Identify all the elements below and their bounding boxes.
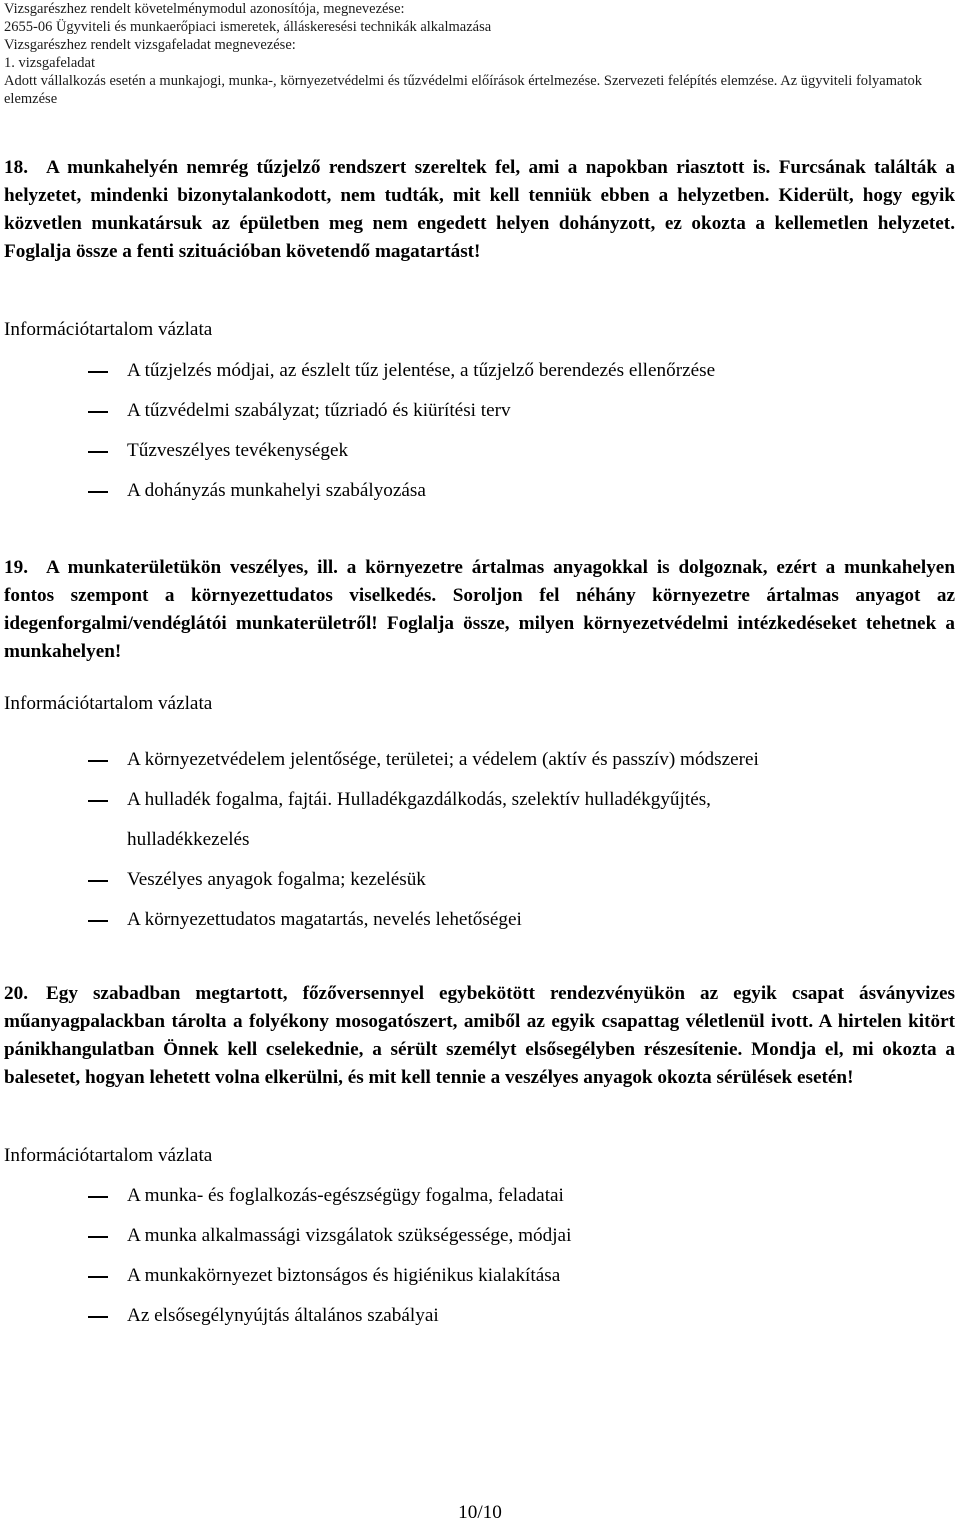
header-task-number: 1. vizsgafeladat — [4, 55, 95, 71]
list-item: A tűzjelzés módjai, az észlelt tűz jelentése, a tűzjelző berendezés ellenőrzése — [88, 351, 948, 391]
outline-title: Információtartalom vázlata — [4, 319, 213, 340]
question-number: 19. — [4, 557, 28, 578]
header-task-label: Vizsgarészhez rendelt vizsgafeladat megnevezése: — [4, 37, 296, 53]
list-item: Veszélyes anyagok fogalma; kezelésük — [88, 860, 948, 900]
header-module-name: 2655-06 Ügyviteli és munkaerőpiaci ismeretek, álláskeresési technikák alkalmazása — [4, 19, 492, 35]
page-number: 10/10 — [458, 1502, 502, 1523]
question-text: Egy szabadban megtartott, főzőversennyel egybekötött rendezvényükön az egyik csapat ásványvizes műanyagpalackban tárolta a folyékony mosogatószert, amiből az egyik csapattag véletlenül ivott. A hirtelen kitört pánikhangulatban Önnek kell cselekednie, a sérült személyt elsősegélyben részesítenie. Mondja el, mi okozta a balesetet, hogyan lehetett volna elkerülni, és mit kell tennie a veszélyes anyagok okozta sérülések esetén! — [4, 983, 955, 1088]
question-20 — [4, 980, 955, 1092]
document-header — [4, 0, 956, 108]
header-task-name: Adott vállalkozás esetén a munkajogi, munka-, környezetvédelmi és tűzvédelmi előírások értelmezése. Szervezeti felépítés elemzése. Az ügyviteli folyamatok elemzése — [4, 73, 922, 107]
list-item: A hulladék fogalma, fajtái. Hulladékgazdálkodás, szelektív hulladékgyűjtés, — [88, 780, 948, 820]
outline-list — [88, 740, 948, 940]
list-item: A dohányzás munkahelyi szabályozása — [88, 471, 948, 511]
question-text: A munkahelyén nemrég tűzjelző rendszert szereltek fel, ami a napokban riasztott is. Furcsának találták a helyzetet, mindenki bizonytalankodott, nem tudták, mit kell tenniük ebben a helyzetben. Kiderült, hogy egyik közvetlen munkatársuk az épületben meg nem engedett helyen dohányzott, ez okozta a kellemetlen helyzetet. Foglalja össze a fenti szituációban követendő magatartást! — [4, 157, 955, 262]
outline-list — [88, 1176, 948, 1336]
header-module-label: Vizsgarészhez rendelt követelménymodul azonosítója, megnevezése: — [4, 1, 405, 17]
question-18 — [4, 154, 955, 266]
list-item: A tűzvédelmi szabályzat; tűzriadó és kiürítési terv — [88, 391, 948, 431]
list-item: A munka alkalmassági vizsgálatok szükségessége, módjai — [88, 1216, 948, 1256]
question-number: 20. — [4, 983, 28, 1004]
list-item: A környezetvédelem jelentősége, területei; a védelem (aktív és passzív) módszerei — [88, 740, 948, 780]
question-text: A munkaterületükön veszélyes, ill. a környezetre ártalmas anyagokkal is dolgoznak, ezért a munkahelyen fontos szempont a környezettudatos viselkedés. Soroljon fel néhány környezetre ártalmas anyagot az idegenforgalmi/vendéglátói munkaterületről! Foglalja össze, milyen környezetvédelmi intézkedéseket tehetnek a munkahelyen! — [4, 557, 955, 662]
list-item: A környezettudatos magatartás, nevelés lehetőségei — [88, 900, 948, 940]
list-item: Tűzveszélyes tevékenységek — [88, 431, 948, 471]
list-item: A munkakörnyezet biztonságos és higiénikus kialakítása — [88, 1256, 948, 1296]
outline-list — [88, 351, 948, 511]
list-item-continuation: hulladékkezelés — [127, 829, 250, 850]
list-item: A munka- és foglalkozás-egészségügy fogalma, feladatai — [88, 1176, 948, 1216]
outline-title: Információtartalom vázlata — [4, 693, 213, 714]
question-19 — [4, 554, 955, 666]
list-item: Az elsősegélynyújtás általános szabályai — [88, 1296, 948, 1336]
question-number: 18. — [4, 157, 28, 178]
outline-title: Információtartalom vázlata — [4, 1145, 213, 1166]
